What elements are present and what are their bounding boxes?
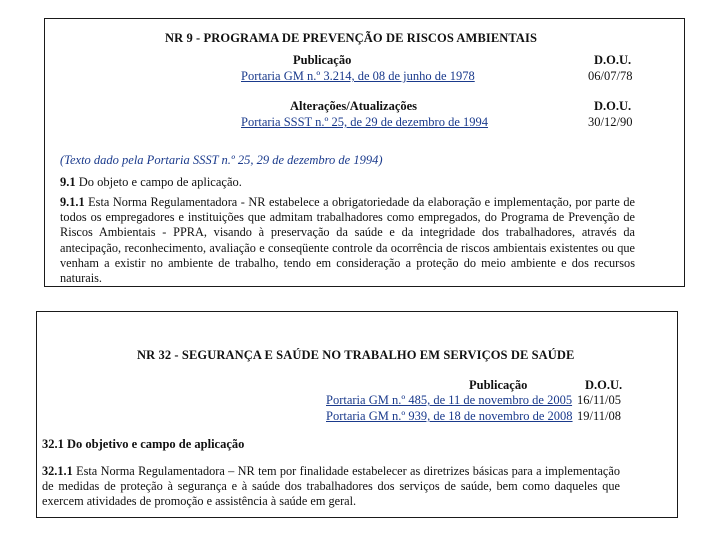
nr9-publication-header: Publicação — [293, 53, 352, 67]
nr32-document-panel — [36, 311, 678, 518]
nr32-paragraph-line: exercem atividades de promoção e assistência à saúde em geral. — [42, 494, 357, 509]
nr9-paragraph-number: 9.1.1 — [60, 195, 85, 209]
nr9-section-number: 9.1 — [60, 175, 76, 189]
nr32-title: NR 32 - SEGURANÇA E SAÚDE NO TRABALHO EM SERVIÇOS DE SAÚDE — [137, 348, 575, 362]
nr32-dou-header: D.O.U. — [585, 378, 623, 392]
nr9-section-heading — [60, 175, 242, 190]
nr9-document-panel — [44, 18, 685, 287]
nr9-dou-header: D.O.U. — [594, 53, 632, 67]
nr32-publication-date: 16/11/05 — [577, 393, 621, 407]
nr9-paragraph-line: antecipação, reconhecimento, avaliação e conseqüente controle da ocorrência de riscos ambientais existentes ou que — [60, 240, 635, 255]
nr9-alteration-link[interactable]: Portaria SSST n.º 25, de 29 de dezembro de 1994 — [241, 115, 489, 129]
nr32-paragraph-line: Esta Norma Regulamentadora – NR tem por finalidade estabelecer as diretrizes básicas para a implementação — [76, 464, 620, 478]
nr9-alterations-dou-header: D.O.U. — [594, 99, 632, 113]
nr32-section-heading: 32.1 Do objetivo e campo de aplicação — [42, 437, 245, 451]
nr9-paragraph-line: Riscos Ambientais - PPRA, visando à preservação da saúde e da integridade dos trabalhadores, através da — [60, 225, 635, 240]
nr9-paragraph-line: todos os empregadores e instituições que admitam trabalhadores como empregados, do Programa de Prevenção de — [60, 210, 635, 225]
nr32-publication-date: 19/11/08 — [577, 409, 621, 423]
nr9-paragraph-line: venham a existir no ambiente de trabalho, tendo em consideração a proteção do meio ambiente e dos recursos — [60, 255, 635, 270]
nr9-title: NR 9 - PROGRAMA DE PREVENÇÃO DE RISCOS AMBIENTAIS — [165, 31, 538, 45]
nr9-paragraph-line: Esta Norma Regulamentadora - NR estabelece a obrigatoriedade da elaboração e implementação, por parte de — [88, 195, 635, 209]
nr9-text-note[interactable]: (Texto dado pela Portaria SSST n.º 25, 29 de dezembro de 1994) — [60, 153, 383, 167]
nr9-alterations-header: Alterações/Atualizações — [290, 99, 418, 113]
nr9-publication-date: 06/07/78 — [588, 69, 633, 83]
nr9-section-title: Do objeto e campo de aplicação. — [78, 175, 242, 189]
nr32-publication-link[interactable]: Portaria GM n.º 939, de 18 de novembro de 2008 — [326, 409, 573, 423]
nr9-publication-link[interactable]: Portaria GM n.º 3.214, de 08 de junho de 1978 — [241, 69, 475, 83]
nr9-alteration-date: 30/12/90 — [588, 115, 633, 129]
nr9-paragraph — [60, 195, 635, 286]
nr32-paragraph-number: 32.1.1 — [42, 464, 73, 478]
nr32-paragraph-line: de medidas de proteção à segurança e à saúde dos trabalhadores dos serviços de saúde, bem como daqueles que — [42, 479, 620, 494]
nr32-paragraph — [42, 464, 620, 510]
nr32-publication-header: Publicação — [469, 378, 528, 392]
nr9-paragraph-line: naturais. — [60, 271, 103, 286]
nr32-publication-link[interactable]: Portaria GM n.º 485, de 11 de novembro de 2005 — [326, 393, 573, 407]
